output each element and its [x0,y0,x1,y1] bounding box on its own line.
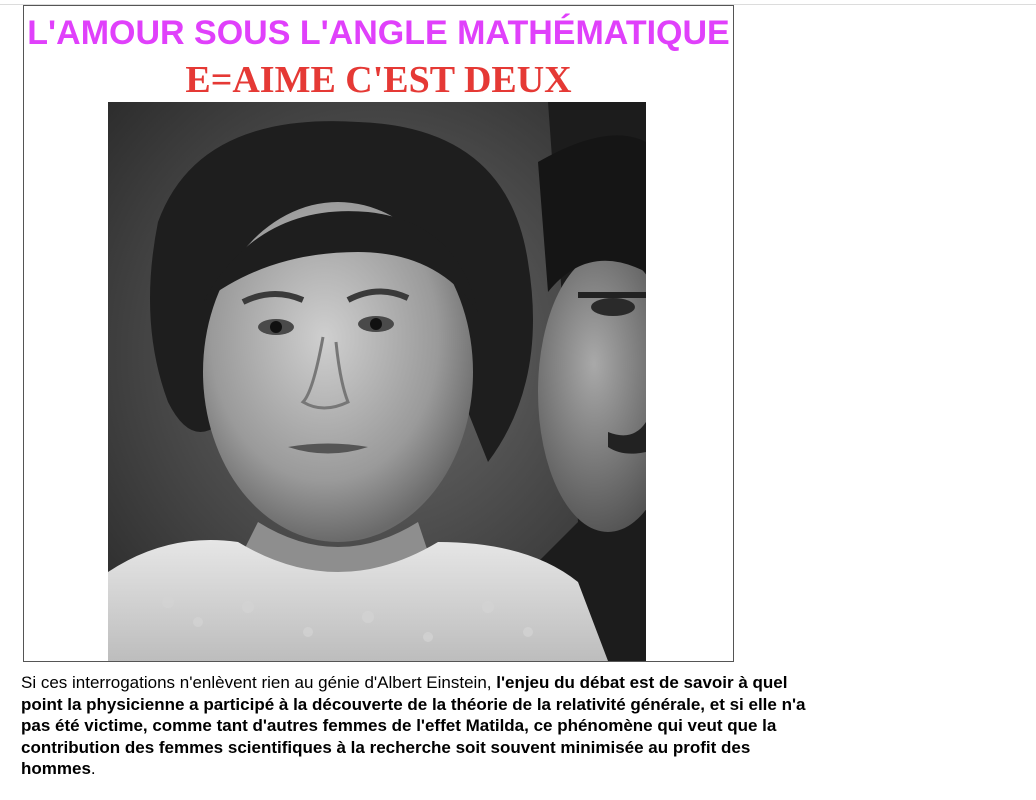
portrait-photo [108,102,646,661]
poster-subtitle: E=AIME C'EST DEUX [185,59,572,101]
caption-plain-start: Si ces interrogations n'enlèvent rien au génie d'Albert Einstein, [21,673,497,692]
caption-bold-text: l'enjeu du débat est de savoir à quel point la physicienne a participé à la découverte de la théorie de la relativité générale, et si elle n'a pas été victime, comme tant d'autres femmes de l'effet Matilda, ce phénomène qui veut que la contribution des femmes scientifiques à la recherche soit souvent minimisée au profit des hommes [21,673,806,778]
poster-image [23,5,734,662]
article-paragraph [21,672,821,780]
caption-plain-end: . [90,759,96,778]
poster-title: L'AMOUR SOUS L'ANGLE MATHÉMATIQUE [27,14,730,52]
